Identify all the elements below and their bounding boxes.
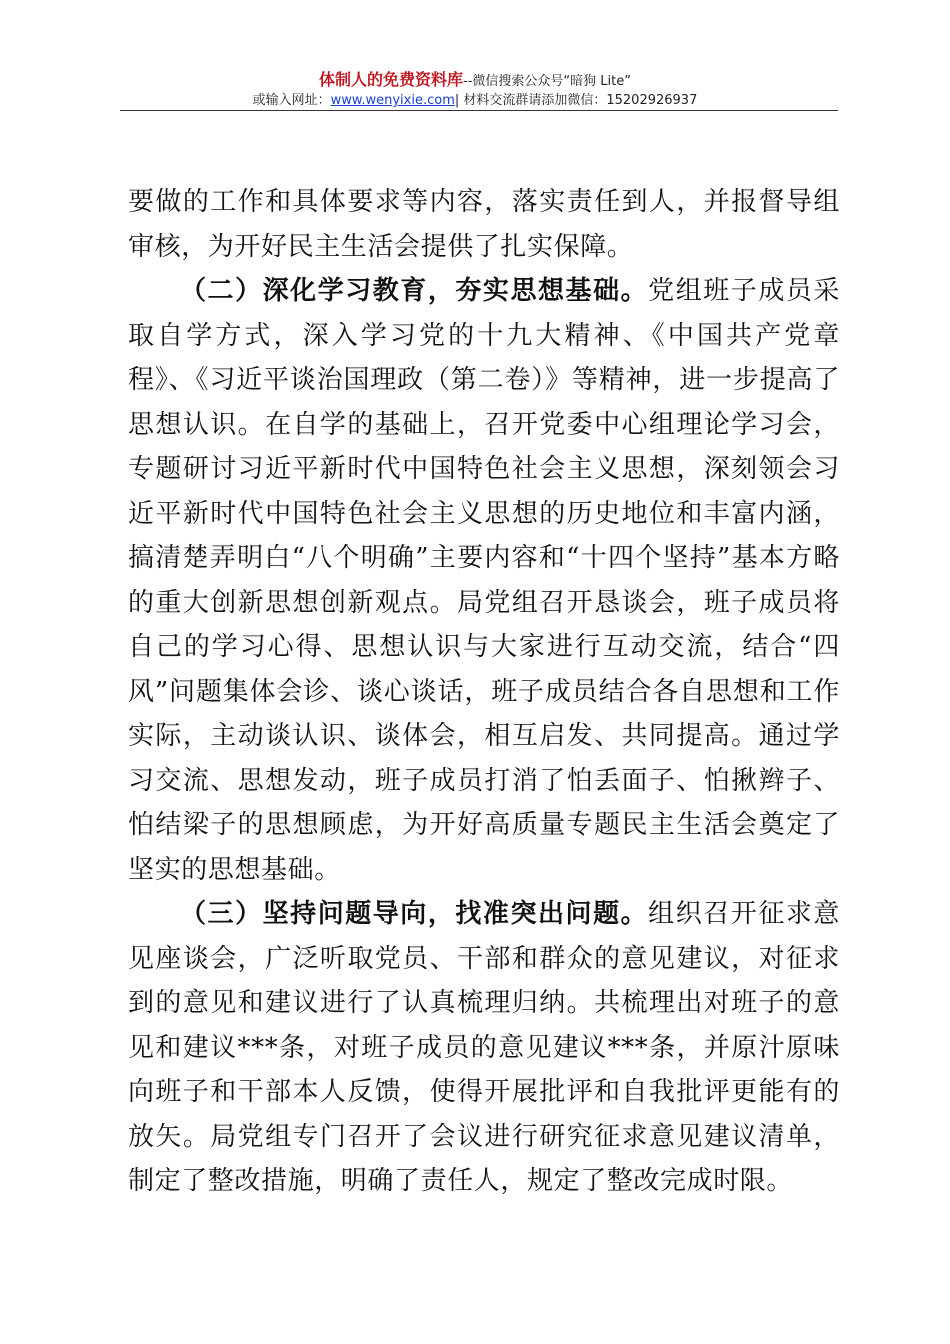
contact-info: | 材料交流群请添加微信：15202926937 bbox=[454, 93, 698, 108]
site-link[interactable]: www.wenyixie.com bbox=[330, 93, 455, 108]
brand-title: 体制人的免费资料库 bbox=[319, 70, 464, 89]
header-title-line bbox=[0, 70, 950, 92]
paragraph-text: 组织召开征求意见座谈会，广泛听取党员、干部和群众的意见建议，对征求到的意见和建议进行了认真梳理归纳。共梳理出对班子的意见和建议***条，对班子成员的意见建议***条，并原汁原味向班子和干部本人反馈，使得开展批评和自我批评更能有的放矢。局党组专门召开了会议进行研究征求意见建议清单，制定了整改措施，明确了责任人，规定了整改完成时限。 bbox=[128, 899, 841, 1196]
paragraph-study bbox=[128, 269, 840, 892]
section-heading-2: （二）深化学习教育，夯实思想基础。 bbox=[180, 276, 649, 306]
paragraph-problems bbox=[128, 892, 840, 1204]
document-body bbox=[128, 180, 840, 1204]
wechat-note: --微信搜索公众号“暗狗 Lite” bbox=[463, 74, 631, 89]
section-heading-3: （三）坚持问题导向，找准突出问题。 bbox=[180, 899, 649, 929]
url-label: 或输入网址： bbox=[252, 93, 331, 108]
page-header bbox=[0, 70, 950, 110]
paragraph-text: 党组班子成员采取自学方式，深入学习党的十九大精神、《中国共产党章程》、《习近平谈治国理政（第二卷）》等精神，进一步提高了思想认识。在自学的基础上，召开党委中心组理论学习会，专题研讨习近平新时代中国特色社会主义思想，深刻领会习近平新时代中国特色社会主义思想的历史地位和丰富内涵，搞清楚弄明白“八个明确”主要内容和“十四个坚持”基本方略的重大创新思想创新观点。局党组召开恳谈会，班子成员将自己的学习心得、思想认识与大家进行互动交流，结合“四风”问题集体会诊、谈心谈话，班子成员结合各自思想和工作实际，主动谈认识、谈体会，相互启发、共同提高。通过学习交流、思想发动，班子成员打消了怕丢面子、怕揪辫子、怕结梁子的思想顾虑，为开好高质量专题民主生活会奠定了坚实的思想基础。 bbox=[128, 276, 841, 885]
header-contact-line bbox=[0, 92, 950, 110]
paragraph-continuation: 要做的工作和具体要求等内容，落实责任到人，并报督导组审核，为开好民主生活会提供了扎实保障。 bbox=[128, 187, 840, 262]
header-divider bbox=[120, 110, 838, 111]
